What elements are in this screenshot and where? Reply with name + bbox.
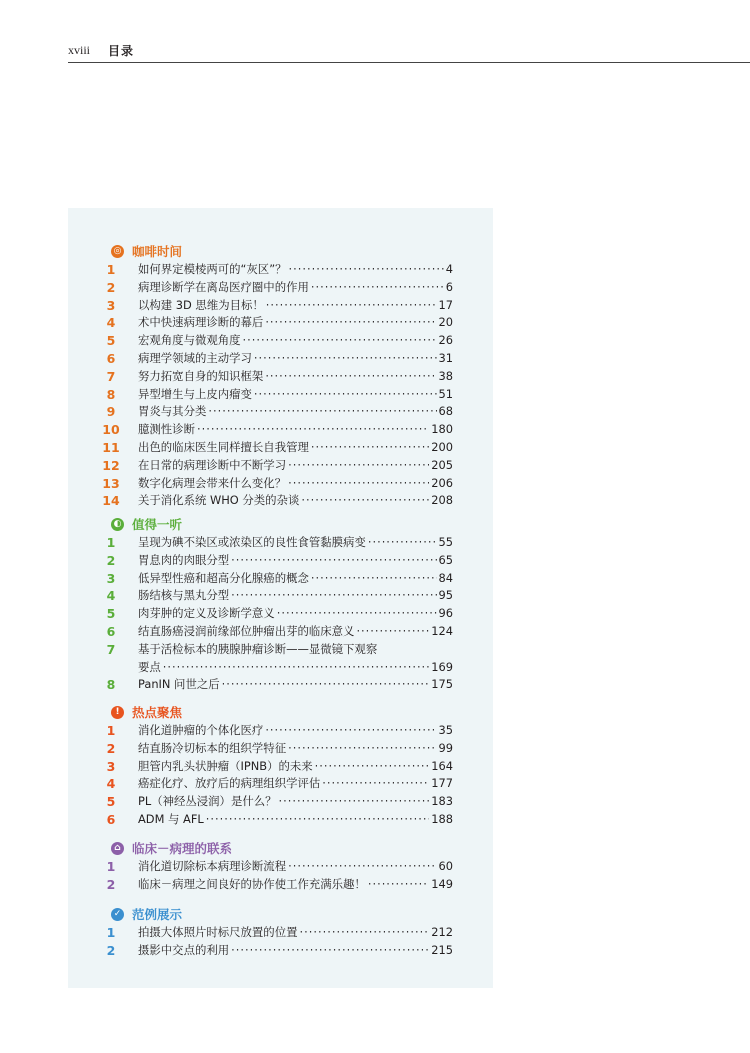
toc-entry[interactable]	[68, 811, 493, 829]
leader-dots	[299, 924, 429, 942]
section-heading	[68, 515, 493, 534]
leader-dots	[311, 570, 437, 588]
leader-dots	[356, 623, 429, 641]
leader-dots	[266, 297, 437, 315]
entry-title: 出色的临床医生同样擅长自我管理	[138, 439, 309, 454]
entry-title: 病理学领域的主动学习	[138, 350, 252, 365]
entry-page: 60	[438, 859, 453, 873]
entry-number: 14	[102, 493, 120, 509]
leader-dots	[288, 475, 429, 493]
entry-number: 7	[106, 641, 116, 657]
leader-dots	[288, 457, 429, 475]
toc-entry[interactable]	[68, 570, 493, 588]
entry-title: 数字化病理会带来什么变化？	[138, 475, 287, 490]
coffee-icon: ◎	[111, 245, 124, 258]
leader-dots	[208, 403, 436, 421]
exclamation-icon: !	[111, 706, 124, 719]
leader-dots	[243, 332, 437, 350]
leader-dots	[311, 439, 429, 457]
leader-dots	[301, 492, 429, 510]
entry-title: 肉芽肿的定义及诊断学意义	[138, 606, 275, 621]
toc-entry[interactable]	[68, 924, 493, 942]
toc-section	[68, 703, 493, 829]
entry-number: 3	[106, 570, 116, 586]
leader-dots	[289, 261, 444, 279]
entry-page: 183	[431, 794, 453, 809]
entry-number: 1	[106, 859, 116, 874]
toc-entry[interactable]	[68, 876, 493, 894]
leader-dots	[254, 386, 437, 404]
section-heading	[68, 242, 493, 261]
entry-page: 205	[431, 457, 453, 472]
entry-number: 2	[106, 740, 116, 756]
toc-entry[interactable]	[68, 587, 493, 605]
entry-number: 1	[106, 535, 116, 550]
toc-section	[68, 905, 493, 960]
entry-page: 6	[445, 279, 453, 294]
toc-entry[interactable]	[68, 605, 493, 623]
entry-page: 38	[438, 368, 453, 383]
entry-title: PanIN 问世之后	[138, 677, 220, 692]
entry-number: 2	[106, 552, 116, 568]
entry-page: 65	[438, 552, 453, 567]
entry-number: 9	[106, 404, 116, 420]
toc-entry[interactable]	[68, 641, 493, 659]
toc-entry[interactable]	[68, 775, 493, 793]
entry-title: 在日常的病理诊断中不断学习	[138, 457, 287, 472]
entry-title: 病理诊断学在离岛医疗圈中的作用	[138, 279, 309, 294]
entry-page: 95	[438, 588, 453, 603]
entry-page: 215	[431, 942, 453, 957]
entry-title: 消化道切除标本病理诊断流程	[138, 859, 287, 873]
entry-page: 55	[438, 535, 453, 549]
entry-title: 低异型性癌和超高分化腺癌的概念	[138, 570, 309, 585]
entry-number: 12	[102, 457, 120, 473]
entry-title: 临床－病理之间良好的协作使工作充满乐趣！	[138, 876, 366, 891]
toc-panel	[68, 208, 493, 988]
entry-page: 17	[438, 297, 453, 312]
entry-page: 26	[438, 333, 453, 348]
entry-number: 13	[102, 475, 120, 491]
toc-entry[interactable]	[68, 368, 493, 386]
section-heading	[68, 905, 493, 924]
entry-number: 6	[106, 623, 116, 639]
toc-entry[interactable]	[68, 421, 493, 439]
entry-page: 124	[431, 623, 453, 638]
toc-entry[interactable]	[68, 332, 493, 350]
entry-page: 68	[438, 404, 453, 419]
entry-title-continuation: 要点	[138, 659, 161, 674]
entry-page: 175	[431, 677, 453, 692]
entry-number: 6	[106, 350, 116, 366]
entry-page: 206	[431, 475, 453, 490]
leader-dots	[231, 552, 436, 570]
section-title: 咖啡时间	[132, 244, 183, 259]
toc-entry[interactable]	[68, 350, 493, 368]
entry-title: 肠结核与黑丸分型	[138, 588, 230, 603]
toc-entry[interactable]	[68, 534, 493, 552]
entry-page: 180	[431, 422, 453, 437]
entry-page: 169	[431, 659, 453, 674]
entry-title: 胃息肉的肉眼分型	[138, 552, 230, 567]
entry-title: 癌症化疗、放疗后的病理组织学评估	[138, 776, 321, 791]
check-icon: ✓	[111, 908, 124, 921]
people-icon: ⌂	[111, 842, 124, 855]
entry-page: 84	[438, 570, 453, 585]
leader-dots	[288, 740, 436, 758]
leader-dots	[315, 758, 430, 776]
page-header	[68, 40, 750, 63]
entry-number: 1	[106, 925, 116, 940]
entry-title: 呈现为碘不染区或浓染区的良性食管黏膜病变	[138, 535, 366, 549]
ear-icon: ◐	[111, 518, 124, 531]
section-heading	[68, 703, 493, 722]
leader-dots	[265, 722, 436, 740]
toc-entry[interactable]	[68, 942, 493, 960]
toc-entry[interactable]	[68, 403, 493, 421]
entry-page: 96	[438, 606, 453, 621]
section-title: 值得一听	[132, 517, 183, 532]
entry-title: 宏观角度与微观角度	[138, 333, 241, 348]
toc-entry[interactable]	[68, 758, 493, 776]
entry-page: 35	[438, 723, 453, 737]
toc-entry[interactable]	[68, 492, 493, 510]
leader-dots	[163, 659, 429, 677]
entry-page: 20	[438, 315, 453, 330]
entry-number: 4	[106, 315, 116, 331]
entry-title: 异型增生与上皮内瘤变	[138, 386, 252, 401]
leader-dots	[222, 676, 430, 694]
entry-number: 8	[106, 386, 116, 402]
toc-section	[68, 515, 493, 694]
entry-title: 关于消化系统 WHO 分类的杂谈	[138, 493, 300, 508]
entry-page: 51	[438, 386, 453, 401]
entry-title: 如何界定模棱两可的“灰区”？	[138, 262, 287, 276]
entry-number: 5	[106, 606, 116, 622]
leader-dots	[288, 858, 436, 876]
entry-number: 5	[106, 333, 116, 349]
entry-number: 1	[106, 723, 116, 738]
entry-title: 结直肠癌浸润前缘部位肿瘤出芽的临床意义	[138, 623, 355, 638]
toc-entry[interactable]	[68, 475, 493, 493]
entry-number: 2	[106, 279, 116, 295]
entry-title: PL（神经丛浸润）是什么？	[138, 794, 277, 809]
entry-page: 212	[431, 925, 453, 939]
toc-entry[interactable]	[68, 279, 493, 297]
entry-number: 6	[106, 811, 116, 827]
leader-dots	[277, 605, 437, 623]
toc-entry[interactable]	[68, 623, 493, 641]
entry-page: 99	[438, 740, 453, 755]
toc-entry[interactable]	[68, 297, 493, 315]
toc-entry[interactable]	[68, 676, 493, 694]
toc-entry-continuation[interactable]	[68, 659, 493, 677]
leader-dots	[231, 942, 429, 960]
toc-entry[interactable]	[68, 439, 493, 457]
entry-page: 31	[438, 350, 453, 365]
entry-number: 3	[106, 758, 116, 774]
entry-title: 胃炎与其分类	[138, 404, 207, 419]
toc-entry[interactable]	[68, 552, 493, 570]
entry-title: 摄影中交点的利用	[138, 942, 230, 957]
entry-number: 1	[106, 262, 116, 277]
entry-title: 结直肠冷切标本的组织学特征	[138, 740, 287, 755]
entry-number: 2	[106, 942, 116, 958]
section-title: 热点聚焦	[132, 705, 183, 720]
section-title: 临床－病理的联系	[132, 841, 233, 856]
entry-page: 4	[445, 262, 453, 276]
running-title: 目录	[108, 44, 135, 58]
entry-title: 臆测性诊断	[138, 422, 195, 437]
leader-dots	[254, 350, 437, 368]
leader-dots	[368, 534, 437, 552]
toc-entry[interactable]	[68, 858, 493, 876]
toc-section	[68, 242, 493, 510]
entry-title: 拍摄大体照片时标尺放置的位置	[138, 925, 298, 939]
entry-title: 以构建 3D 思维为目标！	[138, 297, 264, 312]
entry-page: 164	[431, 758, 453, 773]
leader-dots	[197, 421, 429, 439]
entry-number: 8	[106, 677, 116, 693]
entry-number: 11	[102, 439, 120, 455]
leader-dots	[206, 811, 430, 829]
section-title: 范例展示	[132, 907, 183, 922]
entry-number: 5	[106, 794, 116, 810]
entry-number: 10	[102, 422, 120, 438]
toc-entry[interactable]	[68, 722, 493, 740]
entry-number: 2	[106, 876, 116, 892]
entry-title: 术中快速病理诊断的幕后	[138, 315, 264, 330]
toc-entry[interactable]	[68, 457, 493, 475]
entry-title: 胆管内乳头状肿瘤（IPNB）的未来	[138, 758, 313, 773]
entry-page: 177	[431, 776, 453, 791]
section-heading	[68, 839, 493, 858]
entry-title: ADM 与 AFL	[138, 811, 204, 826]
entry-page: 188	[431, 811, 453, 826]
leader-dots	[265, 368, 436, 386]
entry-number: 7	[106, 368, 116, 384]
entry-page: 149	[431, 876, 453, 891]
entry-title: 基于活检标本的胰腺肿瘤诊断——显微镜下观察	[138, 641, 378, 656]
entry-number: 3	[106, 297, 116, 313]
leader-dots	[311, 279, 444, 297]
leader-dots	[265, 314, 436, 332]
leader-dots	[322, 775, 429, 793]
leader-dots	[279, 793, 430, 811]
leader-dots	[368, 876, 429, 894]
toc-entry[interactable]	[68, 386, 493, 404]
entry-title: 努力拓宽自身的知识框架	[138, 368, 264, 383]
page-number: xviii	[68, 43, 91, 57]
entry-page: 208	[431, 493, 453, 508]
entry-number: 4	[106, 776, 116, 792]
toc-section	[68, 839, 493, 894]
leader-dots	[231, 587, 436, 605]
toc-entry[interactable]	[68, 261, 493, 279]
entry-number: 4	[106, 588, 116, 604]
toc-entry[interactable]	[68, 740, 493, 758]
toc-entry[interactable]	[68, 314, 493, 332]
toc-entry[interactable]	[68, 793, 493, 811]
entry-title: 消化道肿瘤的个体化医疗	[138, 723, 264, 737]
entry-page: 200	[431, 439, 453, 454]
